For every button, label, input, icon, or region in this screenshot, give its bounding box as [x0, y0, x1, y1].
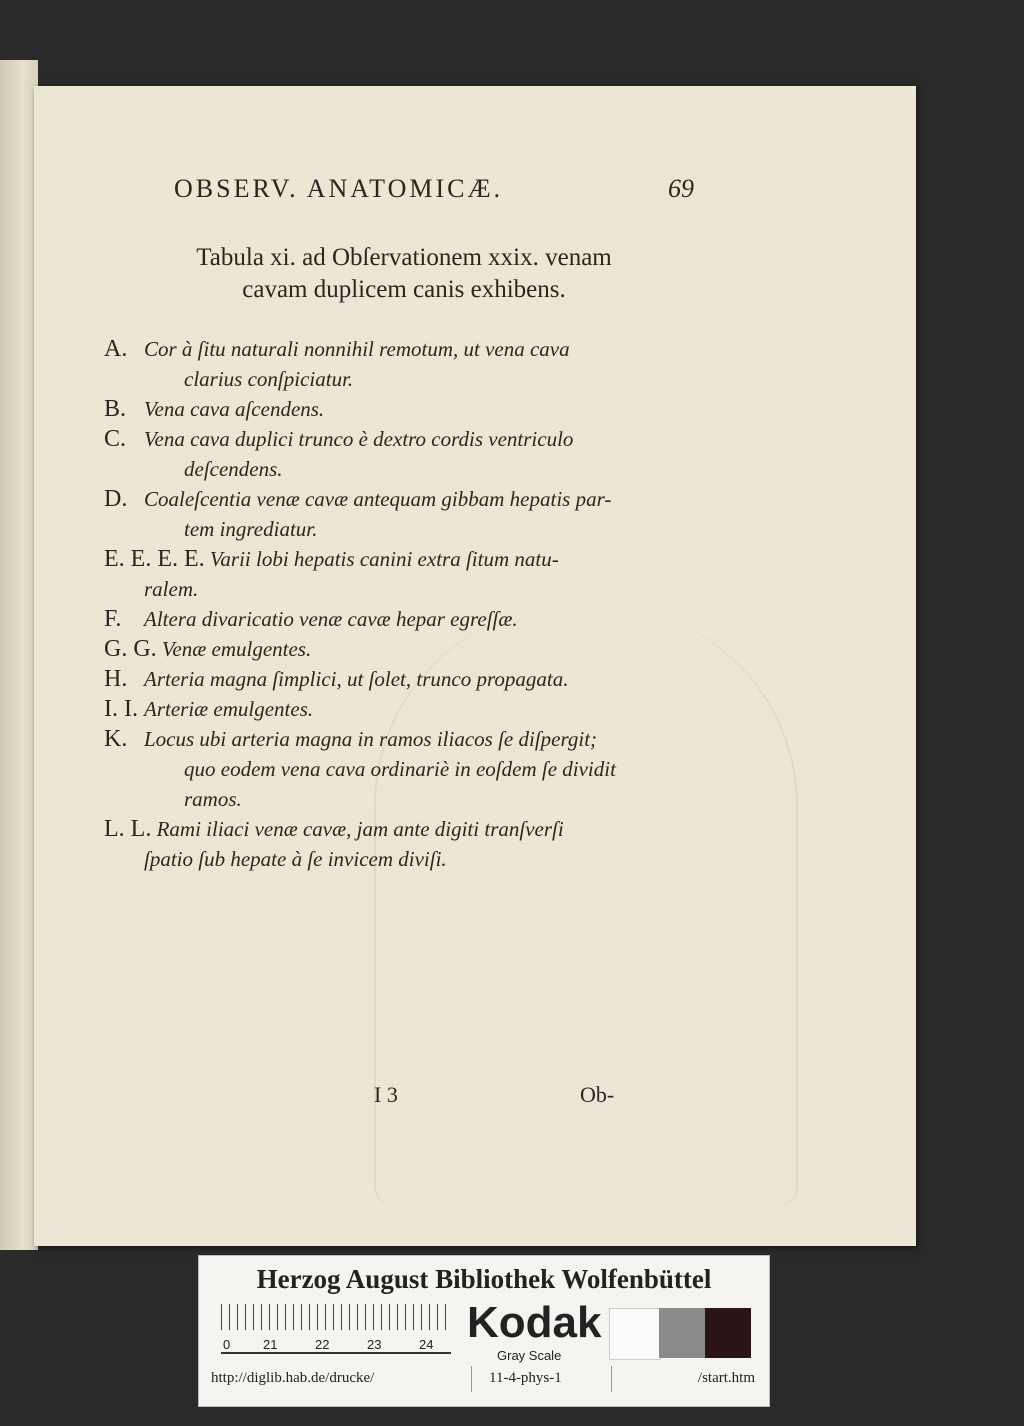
library-label — [198, 1255, 770, 1407]
entry-key: I. I. — [104, 696, 138, 722]
entry-text-cont: quo eodem vena cava ordinariè in eoſdem ſe dividit — [184, 757, 616, 781]
legend-entry-f — [104, 604, 664, 634]
running-head-text: OBSERV. ANATOMICÆ. — [174, 174, 504, 203]
entry-text: Arteria magna ſimplici, ut ſolet, trunco propagata. — [144, 667, 569, 691]
entry-key: C. — [104, 426, 127, 452]
legend-entry-k — [104, 724, 664, 814]
scale-ruler — [221, 1304, 451, 1354]
title-line-1: Tabula xi. ad Obſervationem xxix. venam — [196, 244, 612, 271]
entry-text-cont: deſcendens. — [184, 457, 283, 481]
entry-key: F. — [104, 606, 122, 632]
entry-text: Coaleſcentia venæ cavæ antequam gibbam hepatis par- — [144, 487, 612, 511]
entry-text: Altera divaricatio venæ cavæ hepar egreſſæ. — [144, 607, 518, 631]
legend-entry-g — [104, 634, 664, 664]
entry-key: K. — [104, 726, 128, 752]
running-head — [174, 174, 694, 204]
entry-text: Vena cava aſcendens. — [144, 397, 325, 421]
signature-mark: I 3 — [374, 1082, 398, 1107]
legend-entry-b — [104, 394, 664, 424]
page-number: 69 — [668, 174, 694, 203]
legend-entry-e — [104, 544, 664, 604]
entry-text: Varii lobi hepatis canini extra ſitum natu- — [209, 547, 559, 571]
entry-key: L. L. — [104, 816, 152, 842]
library-name: Herzog August Bibliothek Wolfenbüttel — [256, 1264, 712, 1294]
start-path: /start.htm — [697, 1370, 755, 1386]
facing-page-edge — [0, 60, 38, 1250]
entry-text: Locus ubi arteria magna in ramos iliacos ſe diſpergit; — [144, 727, 598, 751]
entry-text: Venæ emulgentes. — [161, 637, 312, 661]
library-url: http://diglib.hab.de/drucke/ — [211, 1370, 375, 1386]
entry-text: Vena cava duplici trunco è dextro cordis ventriculo — [144, 427, 574, 451]
entry-text: Rami iliaci venæ cavæ, jam ante digiti tranſverſi — [156, 817, 564, 841]
entry-key: H. — [104, 666, 128, 692]
title-line-2: cavam duplicem canis exhibens. — [242, 276, 566, 303]
gray-patch-dark — [705, 1308, 751, 1358]
entry-text-cont: ralem. — [144, 577, 199, 601]
book-page — [34, 86, 916, 1246]
legend-entry-a — [104, 334, 664, 394]
legend-entries — [104, 334, 664, 874]
legend-entry-c — [104, 424, 664, 484]
entry-text: Arteriæ emulgentes. — [144, 697, 314, 721]
legend-entry-l — [104, 814, 664, 874]
separator — [471, 1366, 472, 1392]
ruler-tick: 21 — [263, 1337, 278, 1352]
entry-key: G. G. — [104, 636, 157, 662]
entry-text-cont: ſpatio ſub hepate à ſe invicem diviſi. — [144, 847, 447, 871]
ruler-tick: 24 — [419, 1337, 434, 1352]
gray-patch-mid — [659, 1308, 705, 1358]
gray-scale-caption: Gray Scale — [497, 1348, 562, 1363]
ruler-tick: 23 — [367, 1337, 382, 1352]
entry-key: B. — [104, 396, 127, 422]
entry-text-cont-2: ramos. — [184, 787, 242, 811]
separator — [611, 1366, 612, 1392]
ruler-tick: 22 — [315, 1337, 330, 1352]
entry-key: D. — [104, 486, 128, 512]
plate-title — [104, 242, 704, 306]
entry-key: E. E. E. E. — [104, 546, 205, 572]
legend-entry-d — [104, 484, 664, 544]
entry-text-cont: tem ingrediatur. — [184, 517, 318, 541]
catchword: Ob- — [580, 1082, 615, 1107]
kodak-logo: Kodak — [467, 1298, 602, 1347]
gray-patch-white — [609, 1308, 661, 1360]
entry-text: Cor à ſitu naturali nonnihil remotum, ut vena cava — [144, 337, 570, 361]
legend-entry-i — [104, 694, 664, 724]
entry-text-cont: clarius conſpiciatur. — [184, 367, 354, 391]
legend-entry-h — [104, 664, 664, 694]
ruler-tick: 0 — [223, 1337, 231, 1352]
entry-key: A. — [104, 336, 128, 362]
shelfmark: 11-4-phys-1 — [489, 1370, 562, 1386]
